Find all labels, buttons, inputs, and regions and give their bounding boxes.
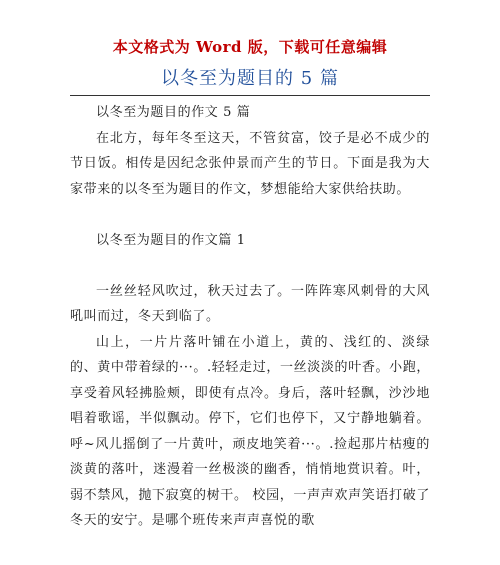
- essay-1-paragraph-2: 山上，一片片落叶铺在小道上，黄的、浅红的、淡绿的、黄中带着绿的···。.轻轻走过，一丝淡淡的叶香。小跑，享受着风轻拂脸颊，即使有点冷。身后，落叶轻飘，沙沙地唱着歌谣，半似飘动。停下，它们也停下，又宁静地躺着。呼~风儿摇倒了一片黄叶，顽皮地笑着···。.捡起那片枯瘦的淡黄的落叶，迷漫着一丝极淡的幽香，悄悄地赏识着。叶，弱不禁风，抛下寂寞的树干。 校园，一声声欢声笑语打破了冬天的安宁。是哪个班传来声声喜悦的歌: [70, 334, 430, 528]
- document-title: 以冬至为题目的 5 篇: [161, 68, 339, 89]
- essay-1-paragraph-1: 一丝丝轻风吹过，秋天过去了。一阵阵寒风刺骨的大风吼叫而过，冬天到临了。: [70, 283, 430, 324]
- intro-paragraph: 在北方，每年冬至这天，不管贫富，饺子是必不成少的节日饭。相传是因纪念张仲景而产生的节日。下面是我为大家带来的以冬至为题目的作文，梦想能给大家供给扶助。: [70, 130, 430, 197]
- document-body: [70, 100, 430, 534]
- blank-line: [70, 253, 430, 279]
- essay-1-heading: 以冬至为题目的作文篇 1: [96, 232, 246, 248]
- format-banner: 本文格式为 Word 版，下载可任意编辑: [112, 38, 388, 56]
- blank-line: [70, 202, 430, 228]
- essay-heading: 以冬至为题目的作文 5 篇: [96, 105, 251, 120]
- title-divider: [70, 95, 430, 96]
